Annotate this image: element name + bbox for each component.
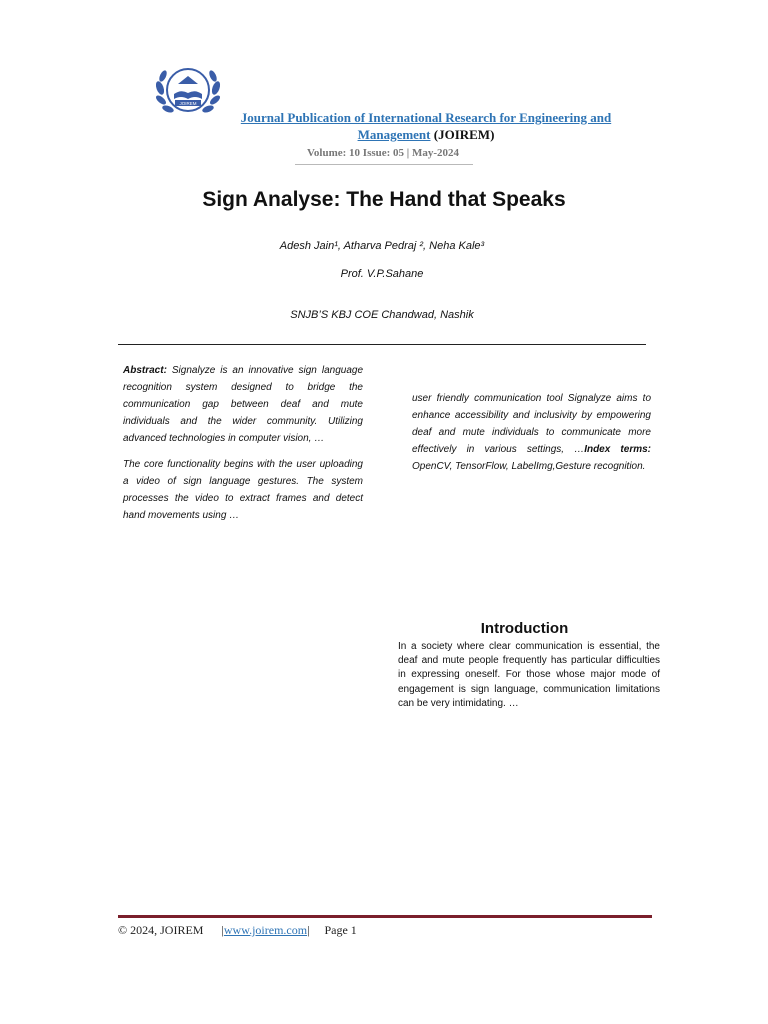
page-footer: © 2024, JOIREM |www.joirem.com| Page 1 bbox=[118, 923, 357, 937]
paper-professor: Prof. V.P.Sahane bbox=[340, 268, 424, 280]
journal-abbr: (JOIREM) bbox=[433, 127, 495, 142]
title-divider bbox=[118, 344, 646, 345]
abstract-label: Abstract: bbox=[123, 365, 167, 376]
footer-page-number: Page 1 bbox=[324, 923, 357, 937]
journal-title bbox=[226, 109, 626, 143]
journal-logo bbox=[152, 62, 224, 120]
abstract-paragraph-2: The core functionality begins with the user uploading a video of sign language gestures. The system processes the video to extract frames and detect hand movements using … bbox=[123, 459, 363, 521]
index-terms-label: Index terms: bbox=[584, 444, 651, 455]
abstract-paragraph-3 bbox=[412, 390, 651, 475]
abstract-paragraph-1 bbox=[123, 362, 363, 447]
footer-copyright: © 2024, JOIREM bbox=[118, 923, 204, 937]
footer-website-link[interactable]: www.joirem.com bbox=[223, 923, 308, 937]
header-divider bbox=[295, 164, 473, 165]
abstract-left-column bbox=[123, 362, 363, 533]
paper-affiliation: SNJB’S KBJ COE Chandwad, Nashik bbox=[290, 309, 474, 321]
journal-name-link[interactable]: Journal Publication of International Research for Engineering and Management bbox=[240, 110, 612, 142]
abstract-text-1: Signalyze is an innovative sign language recognition system designed to bridge the communication gap between deaf and mute individuals and the wider community. Utilizing advanced technologies in computer vision, … bbox=[123, 365, 364, 444]
index-terms: OpenCV, TensorFlow, LabelImg,Gesture recognition. bbox=[412, 461, 646, 472]
footer-divider bbox=[118, 915, 652, 918]
abstract-text-3: user friendly communication tool Signalyze aims to enhance accessibility and inclusivity by empowering deaf and mute individuals to communicate more effectively in various settings, … bbox=[412, 393, 651, 455]
paper-authors: Adesh Jain¹, Atharva Pedraj ², Neha Kale³ bbox=[279, 240, 485, 252]
paper-title: Sign Analyse: The Hand that Speaks bbox=[202, 188, 566, 211]
logo-label: JOIREM bbox=[179, 101, 197, 106]
introduction-text: In a society where clear communication is essential, the deaf and mute people frequently has particular difficulties in expressing oneself. For those whose major mode of engagement is sign language, communication limitations can be very intimidating. … bbox=[398, 641, 660, 709]
abstract-right-column bbox=[412, 390, 651, 484]
volume-line: Volume: 10 Issue: 05 | May-2024 bbox=[306, 147, 460, 159]
introduction-heading: Introduction bbox=[480, 620, 569, 637]
